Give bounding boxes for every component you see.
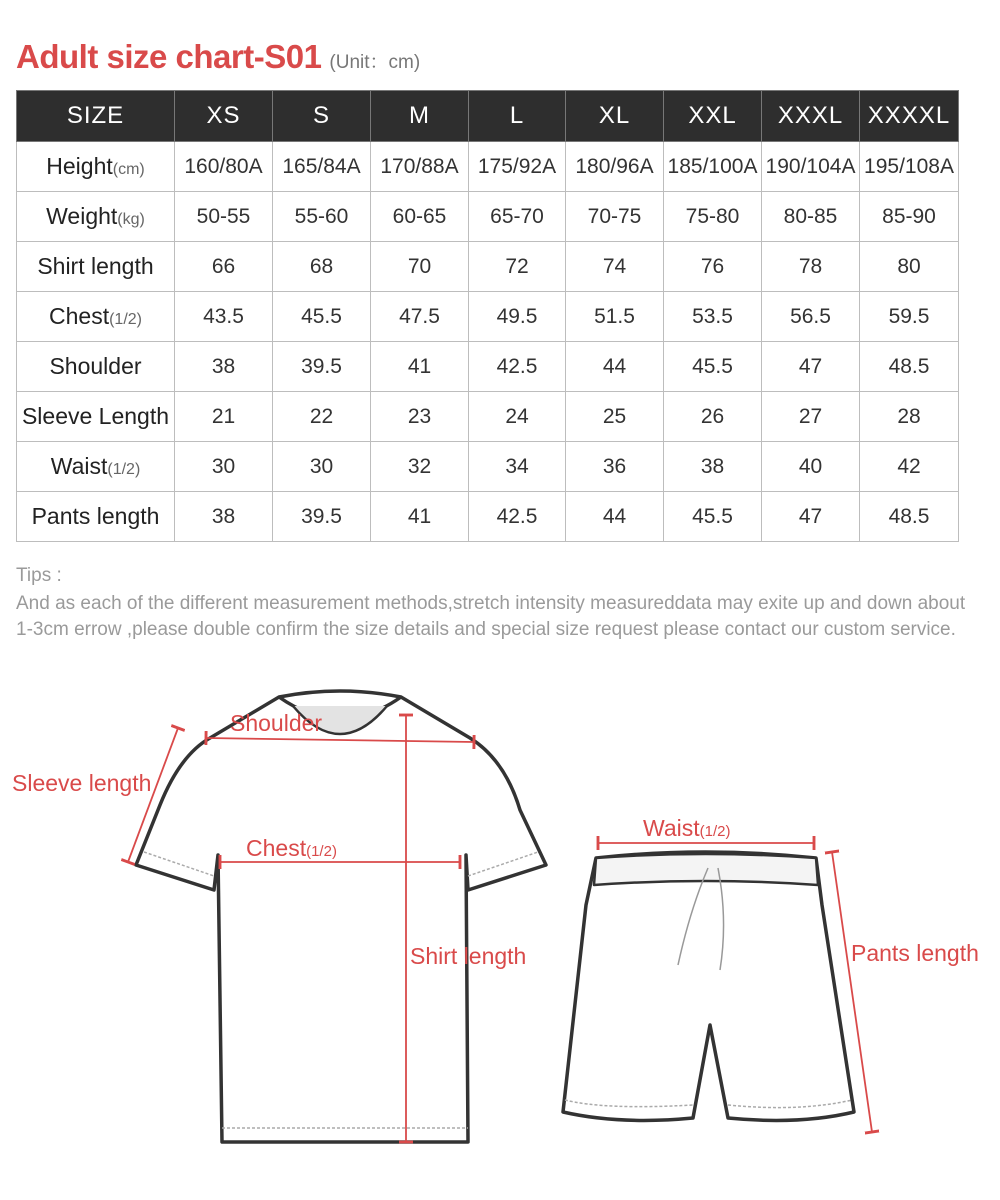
table-row — [17, 242, 959, 292]
table-cell: 21 — [175, 392, 273, 442]
chest-label-text: Chest — [246, 835, 307, 861]
table-cell: 80 — [860, 242, 959, 292]
table-cell: 74 — [566, 242, 664, 292]
size-col-m: M — [371, 91, 469, 142]
table-cell: 36 — [566, 442, 664, 492]
table-cell: 180/96A — [566, 142, 664, 192]
table-cell: 42.5 — [469, 342, 566, 392]
table-cell: 175/92A — [469, 142, 566, 192]
size-col-l: L — [469, 91, 566, 142]
shoulder-label: Shoulder — [230, 710, 323, 736]
unit-note: (Unit：cm) — [329, 52, 421, 73]
table-cell: 38 — [664, 442, 762, 492]
row-label-text: Weight — [46, 203, 118, 229]
table-cell: 44 — [566, 492, 664, 542]
table-cell: 72 — [469, 242, 566, 292]
sleeve-length-label: Sleeve length — [12, 770, 152, 796]
table-cell: 70-75 — [566, 192, 664, 242]
table-cell: 41 — [371, 342, 469, 392]
garment-illustration — [0, 680, 1000, 1195]
table-cell: 45.5 — [664, 492, 762, 542]
table-cell: 65-70 — [469, 192, 566, 242]
table-cell: 80-85 — [762, 192, 860, 242]
table-cell: 55-60 — [273, 192, 371, 242]
table-cell: 53.5 — [664, 292, 762, 342]
table-cell: 34 — [469, 442, 566, 492]
shirt-length-label: Shirt length — [410, 943, 527, 969]
table-cell: 23 — [371, 392, 469, 442]
table-row — [17, 442, 959, 492]
table-cell: 66 — [175, 242, 273, 292]
row-label-text: Height — [46, 153, 113, 179]
waist-label-text: Waist — [643, 815, 700, 841]
row-label-text: Sleeve Length — [21, 403, 170, 429]
table-row — [17, 492, 959, 542]
table-cell: 75-80 — [664, 192, 762, 242]
row-label-unit: (cm) — [112, 161, 145, 178]
table-row — [17, 292, 959, 342]
waist-label-sub: (1/2) — [699, 823, 731, 840]
table-cell: 38 — [175, 342, 273, 392]
table-cell: 39.5 — [273, 492, 371, 542]
row-label — [17, 292, 175, 342]
table-cell: 44 — [566, 342, 664, 392]
pants-length-label: Pants length — [851, 940, 979, 966]
table-cell: 56.5 — [762, 292, 860, 342]
table-cell: 51.5 — [566, 292, 664, 342]
table-cell: 59.5 — [860, 292, 959, 342]
table-cell: 43.5 — [175, 292, 273, 342]
chest-label-sub: (1/2) — [306, 843, 337, 860]
row-label-text: Shoulder — [49, 353, 142, 379]
table-cell: 70 — [371, 242, 469, 292]
row-label — [17, 492, 175, 542]
table-cell: 28 — [860, 392, 959, 442]
table-row — [17, 142, 959, 192]
table-cell: 68 — [273, 242, 371, 292]
table-cell: 47 — [762, 342, 860, 392]
size-table — [16, 90, 959, 542]
table-row — [17, 192, 959, 242]
table-cell: 45.5 — [664, 342, 762, 392]
size-table-body — [17, 142, 959, 542]
size-col-xxxl: XXXL — [762, 91, 860, 142]
table-cell: 26 — [664, 392, 762, 442]
table-cell: 48.5 — [860, 342, 959, 392]
table-cell: 76 — [664, 242, 762, 292]
table-cell: 45.5 — [273, 292, 371, 342]
table-cell: 24 — [469, 392, 566, 442]
table-cell: 49.5 — [469, 292, 566, 342]
table-cell: 50-55 — [175, 192, 273, 242]
size-col-xl: XL — [566, 91, 664, 142]
row-label — [17, 392, 175, 442]
chest-label — [246, 835, 337, 862]
table-cell: 47.5 — [371, 292, 469, 342]
table-row — [17, 342, 959, 392]
table-cell: 160/80A — [175, 142, 273, 192]
table-cell: 195/108A — [860, 142, 959, 192]
table-cell: 165/84A — [273, 142, 371, 192]
row-label — [17, 342, 175, 392]
table-cell: 27 — [762, 392, 860, 442]
table-cell: 85-90 — [860, 192, 959, 242]
size-corner: SIZE — [17, 91, 175, 142]
row-label-unit: (1/2) — [109, 311, 142, 328]
table-cell: 30 — [175, 442, 273, 492]
table-cell: 38 — [175, 492, 273, 542]
table-cell: 40 — [762, 442, 860, 492]
row-label-unit: (1/2) — [107, 461, 141, 478]
waist-label — [643, 815, 731, 842]
size-header-row — [17, 91, 959, 142]
row-label — [17, 192, 175, 242]
shorts-icon — [563, 852, 854, 1120]
table-cell: 60-65 — [371, 192, 469, 242]
row-label-unit: (kg) — [117, 211, 145, 228]
measurement-diagram — [0, 680, 1000, 1195]
table-cell: 170/88A — [371, 142, 469, 192]
tips-label: Tips : — [16, 565, 62, 586]
row-label — [17, 442, 175, 492]
tips — [16, 563, 976, 643]
tshirt-icon — [136, 691, 546, 1142]
table-row — [17, 392, 959, 442]
table-cell: 32 — [371, 442, 469, 492]
row-label-text: Chest — [49, 303, 110, 329]
table-cell: 47 — [762, 492, 860, 542]
table-cell: 25 — [566, 392, 664, 442]
table-cell: 42 — [860, 442, 959, 492]
table-cell: 41 — [371, 492, 469, 542]
row-label — [17, 242, 175, 292]
size-col-xxl: XXL — [664, 91, 762, 142]
table-cell: 22 — [273, 392, 371, 442]
tips-text: And as each of the different measurement methods,stretch intensity measureddata may exite up and down about 1-3cm errow ,please double confirm the size details and special size request please contact our custom service. — [16, 593, 966, 640]
title-row — [16, 38, 420, 84]
size-col-xs: XS — [175, 91, 273, 142]
row-label-text: Pants length — [31, 503, 160, 529]
row-label — [17, 142, 175, 192]
table-cell: 39.5 — [273, 342, 371, 392]
row-label-text: Shirt length — [37, 253, 154, 279]
table-cell: 190/104A — [762, 142, 860, 192]
size-col-s: S — [273, 91, 371, 142]
size-col-xxxxl: XXXXL — [860, 91, 959, 142]
table-cell: 42.5 — [469, 492, 566, 542]
chart-title: Adult size chart-S01 — [16, 38, 322, 75]
table-cell: 78 — [762, 242, 860, 292]
table-cell: 185/100A — [664, 142, 762, 192]
row-label-text: Waist — [50, 453, 108, 479]
table-cell: 30 — [273, 442, 371, 492]
table-cell: 48.5 — [860, 492, 959, 542]
